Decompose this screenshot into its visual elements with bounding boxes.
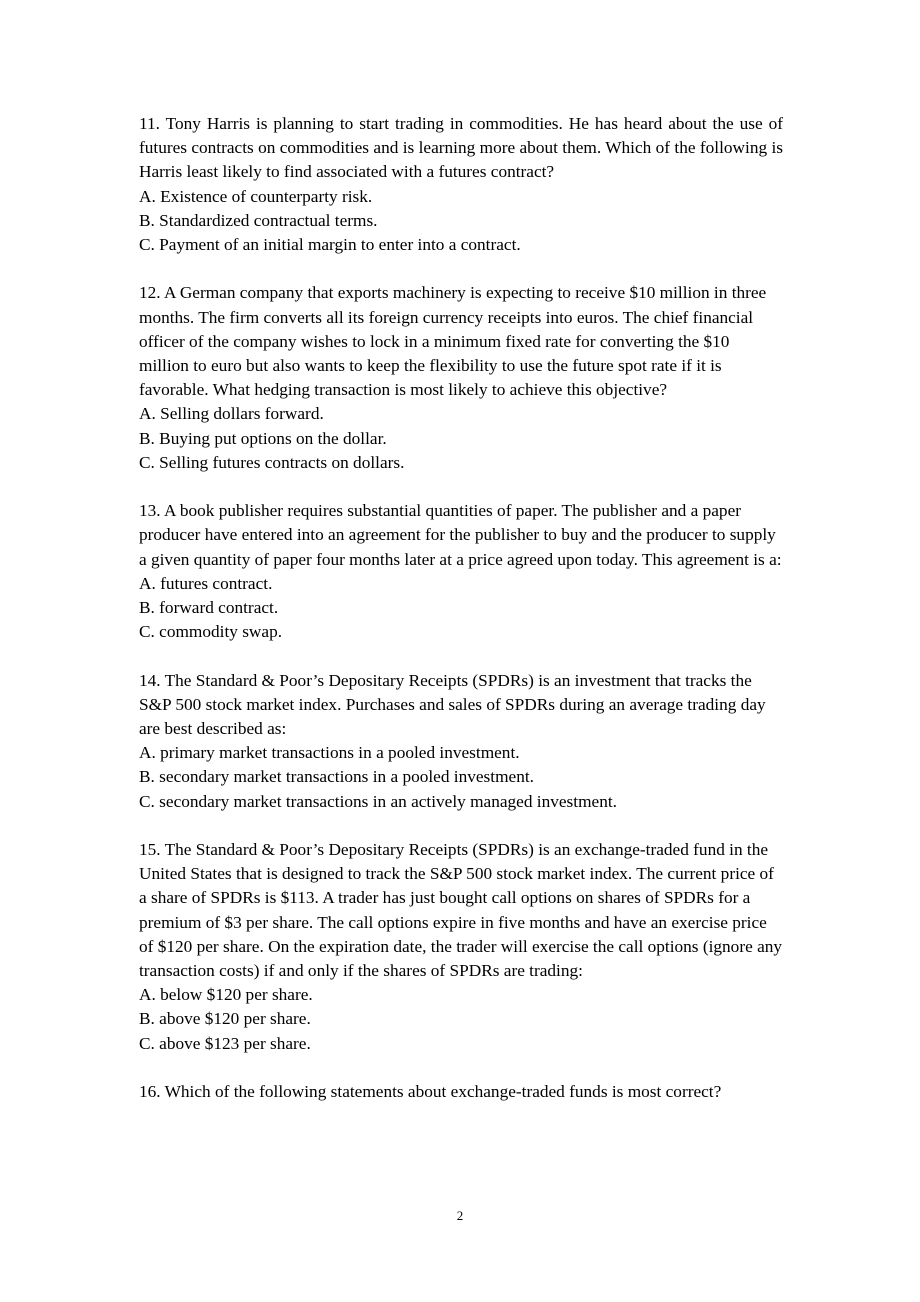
- option-c: C. above $123 per share.: [139, 1033, 311, 1053]
- question-14: [139, 669, 783, 814]
- option-a: A. primary market transactions in a pooled investment.: [139, 743, 520, 763]
- question-stem: 14. The Standard & Poor’s Depositary Receipts (SPDRs) is an investment that tracks the S&P 500 stock market index. Purchases and sales of SPDRs during an average trading day are best described as:: [139, 670, 766, 739]
- question-12: [139, 281, 783, 475]
- option-c: C. Payment of an initial margin to enter into a contract.: [139, 235, 521, 255]
- question-16: [139, 1080, 783, 1104]
- question-stem: 11. Tony Harris is planning to start trading in commodities. He has heard about the use of futures contracts on commodities and is learning more about them. Which of the following is Harris least likely to find associated with a futures contract?: [139, 114, 783, 182]
- question-15: [139, 838, 783, 1056]
- option-b: B. Standardized contractual terms.: [139, 210, 378, 230]
- question-stem: 13. A book publisher requires substantial quantities of paper. The publisher and a paper producer have entered into an agreement for the publisher to buy and the producer to supply a given quantity of paper four months later at a price agreed upon today. This agreement is a:: [139, 501, 782, 569]
- option-b: B. Buying put options on the dollar.: [139, 428, 387, 448]
- question-stem: 12. A German company that exports machinery is expecting to receive $10 million in three months. The firm converts all its foreign currency receipts into euros. The chief financial officer of the company wishes to lock in a minimum fixed rate for converting the $10 million to euro but also wants to keep the flexibility to use the future spot rate if it is favorable. What hedging transaction is most likely to achieve this objective?: [139, 283, 767, 400]
- question-11: [139, 112, 783, 257]
- option-b: B. secondary market transactions in a pooled investment.: [139, 767, 534, 787]
- option-b: B. above $120 per share.: [139, 1009, 311, 1029]
- option-c: C. Selling futures contracts on dollars.: [139, 452, 405, 472]
- option-a: A. Selling dollars forward.: [139, 404, 324, 424]
- option-a: A. futures contract.: [139, 573, 273, 593]
- page-number: 2: [456, 1208, 464, 1223]
- option-b: B. forward contract.: [139, 598, 279, 618]
- question-stem: 15. The Standard & Poor’s Depositary Receipts (SPDRs) is an exchange-traded fund in the United States that is designed to track the S&P 500 stock market index. The current price of a share of SPDRs is $113. A trader has just bought call options on shares of SPDRs for a premium of $3 per share. The call options expire in five months and have an exercise price of $120 per share. On the expiration date, the trader will exercise the call options (ignore any transaction costs) if and only if the shares of SPDRs are trading:: [139, 840, 783, 981]
- question-13: [139, 499, 783, 644]
- option-a: A. Existence of counterparty risk.: [139, 186, 373, 206]
- option-c: C. secondary market transactions in an actively managed investment.: [139, 791, 617, 811]
- document-page: [139, 112, 783, 1128]
- option-c: C. commodity swap.: [139, 622, 283, 642]
- option-a: A. below $120 per share.: [139, 985, 313, 1005]
- question-stem: 16. Which of the following statements about exchange-traded funds is most correct?: [139, 1082, 722, 1102]
